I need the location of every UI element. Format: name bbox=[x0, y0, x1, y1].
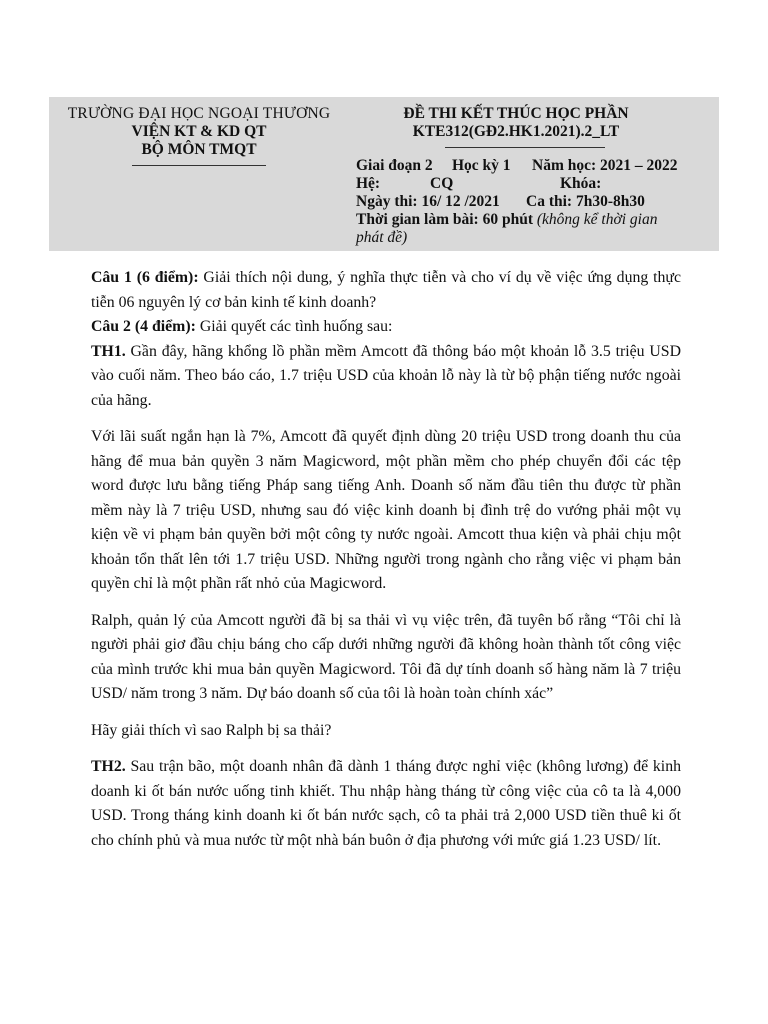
exam-duration-note-cont: phát đề) bbox=[356, 229, 408, 246]
exam-header bbox=[49, 97, 719, 251]
exam-code: KTE312(GĐ2.HK1.2021).2_LT bbox=[412, 123, 620, 140]
case-1-question: Hãy giải thích vì sao Ralph bị sa thải? bbox=[91, 721, 332, 739]
case-1-label: TH1. bbox=[91, 342, 126, 360]
case-1-paragraph-1: Gần đây, hãng khổng lồ phần mềm Amcott đã thông báo một khoản lỗ 3.5 triệu USD vào cuối năm. Theo báo cáo, 1.7 triệu USD của khoản lỗ này là từ bộ phận tiếng nước ngoài của hãng. bbox=[91, 342, 681, 409]
exam-duration-line bbox=[356, 211, 657, 229]
exam-title-divider bbox=[445, 147, 605, 148]
exam-phase: Giai đoạn 2 bbox=[356, 157, 433, 174]
university-name: TRƯỜNG ĐẠI HỌC NGOẠI THƯƠNG bbox=[67, 105, 331, 122]
case-1-intro bbox=[91, 340, 681, 414]
case-1-paragraph-3: Ralph, quản lý của Amcott người đã bị sa thải vì vụ việc trên, đã tuyên bố rằng “Tôi chỉ là người phải giơ đầu chịu báng cho cấp dưới những người đã không hoàn thành tốt công việc của mình trước khi mua bản quyền Magicword. Tôi đã dự tính doanh số hàng năm là 7 triệu USD/ năm trong 3 năm. Dự báo doanh số của tôi là hoàn toàn chính xác” bbox=[91, 611, 681, 702]
question-1 bbox=[91, 266, 681, 315]
institution-block bbox=[49, 105, 349, 166]
case-2-intro bbox=[91, 755, 681, 853]
system-label: Hệ: bbox=[356, 175, 381, 192]
question-1-text: Giải thích nội dung, ý nghĩa thực tiễn và cho ví dụ về việc ứng dụng thực tiễn 06 nguyên lý cơ bản kinh tế kinh doanh? bbox=[91, 269, 681, 311]
case-2-paragraph-1: Sau trận bão, một doanh nhân đã dành 1 tháng được nghỉ việc (không lương) để kinh doanh ki ốt bán nước uống tinh khiết. Thu nhập hàng tháng từ công việc của cô ta là 4,000 USD. Trong tháng kinh doanh ki ốt bán nước sạch, cô ta phải trả 2,000 USD tiền thuê ki ốt cho chính phủ và mua nước từ một nhà bán buôn ở địa phương với mức giá 1.23 USD/ lít. bbox=[91, 758, 681, 849]
exam-date: Ngày thi: 16/ 12 /2021 bbox=[356, 193, 500, 210]
exam-details bbox=[356, 157, 716, 247]
question-1-label: Câu 1 (6 điểm): bbox=[91, 269, 199, 286]
department-name: BỘ MÔN TMQT bbox=[141, 141, 257, 158]
exam-content bbox=[91, 266, 681, 853]
case-2-label: TH2. bbox=[91, 758, 126, 775]
exam-shift: Ca thi: 7h30-8h30 bbox=[526, 193, 645, 210]
institute-name: VIỆN KT & KD QT bbox=[131, 123, 267, 140]
question-2-text: Giải quyết các tình huống sau: bbox=[195, 318, 393, 335]
case-1-paragraph-2: Với lãi suất ngắn hạn là 7%, Amcott đã quyết định dùng 20 triệu USD trong doanh thu của hãng để mua bản quyền 3 năm Magicword, một phần mềm cho phép chuyển đổi các tệp word được lưu bằng tiếng Pháp sang tiếng Anh. Doanh số năm đầu tiên thu được từ phần mềm này là 7 triệu USD, nhưng sau đó việc kinh doanh bị đình trệ do vướng phải một vụ kiện về vi phạm bản quyền bởi một công ty nước ngoài. Amcott thua kiện và phải chịu một khoản tổn thất lên tới 1.7 triệu USD. Những người trong ngành cho rằng việc vi phạm bản quyền chỉ là một phần rất nhỏ của Magicword. bbox=[91, 428, 681, 592]
exam-semester: Học kỳ 1 bbox=[452, 157, 511, 174]
exam-school-year: Năm học: 2021 – 2022 bbox=[532, 157, 678, 174]
institution-divider bbox=[132, 165, 266, 166]
exam-duration: Thời gian làm bài: 60 phút bbox=[356, 211, 533, 228]
exam-info-block bbox=[356, 105, 716, 247]
question-2 bbox=[91, 315, 681, 340]
question-2-label: Câu 2 (4 điểm): bbox=[91, 318, 196, 335]
course-label: Khóa: bbox=[560, 175, 602, 192]
exam-duration-note: (không kể thời gian bbox=[536, 211, 658, 228]
system-value: CQ bbox=[430, 175, 454, 192]
exam-title: ĐỀ THI KẾT THÚC HỌC PHẦN bbox=[403, 105, 629, 122]
